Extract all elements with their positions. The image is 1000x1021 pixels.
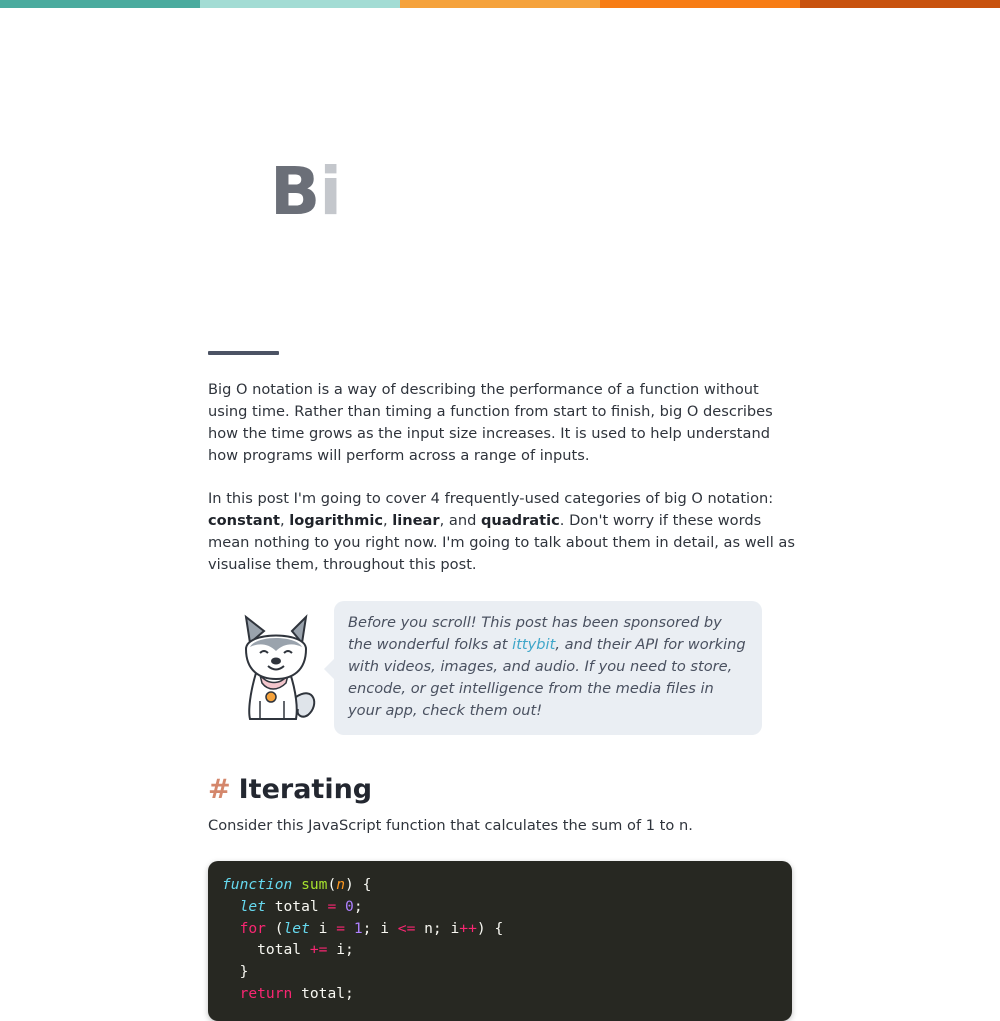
code-block[interactable] xyxy=(208,861,792,1021)
category-constant: constant xyxy=(208,512,280,529)
section-title: Iterating xyxy=(238,774,373,805)
intro-paragraph-1: Big O notation is a way of describing the performance of a function without using time. Rather than timing a function from start to finish, big O describes how the time grows as the input size increases. It is used to help understand how programs will perform across a range of inputs. xyxy=(208,381,773,464)
sponsor-callout xyxy=(208,601,792,735)
code-token: function xyxy=(222,876,293,893)
hero-title-part1: B xyxy=(270,153,320,230)
code-token: i; xyxy=(327,941,354,959)
code-token: 1 xyxy=(353,919,363,937)
color-stripe-5 xyxy=(800,0,1000,8)
code-token: return xyxy=(239,984,293,1002)
intro-paragraph-2 xyxy=(208,488,798,576)
code-token xyxy=(292,876,301,893)
code-token: ) { xyxy=(476,919,504,937)
category-linear: linear xyxy=(392,512,440,529)
code-token: n xyxy=(336,876,346,893)
section-description: Consider this JavaScript function that calculates the sum of 1 to n. xyxy=(208,817,693,834)
sponsor-bubble xyxy=(334,601,762,735)
ittybit-link[interactable]: ittybit xyxy=(512,636,556,653)
hero-title xyxy=(270,152,341,232)
code-token: total; xyxy=(292,984,354,1002)
code-token: for xyxy=(239,919,266,937)
code-line xyxy=(222,939,778,961)
color-stripe-3 xyxy=(400,0,600,8)
code-token xyxy=(222,898,240,915)
separator-1: , xyxy=(279,512,290,529)
section-heading-iterating xyxy=(208,770,372,810)
intro-lead-text: In this post I'm going to cover 4 frequently-used categories of big O notation: xyxy=(208,490,774,507)
husky-mascot-icon xyxy=(234,613,320,723)
code-token: let xyxy=(283,919,310,937)
code-line xyxy=(222,918,778,940)
code-token: ( xyxy=(327,876,337,893)
code-token: total xyxy=(222,941,310,959)
hero-title-part2: i xyxy=(319,153,341,230)
code-line xyxy=(222,961,778,983)
code-token: n; i xyxy=(415,919,460,937)
code-token: = xyxy=(336,919,346,937)
code-token: 0 xyxy=(345,897,354,915)
code-token: } xyxy=(222,963,249,981)
separator-2: , xyxy=(382,512,393,529)
code-token: += xyxy=(309,941,328,959)
sponsor-text-after: , and their API for working with videos, images, and audio. If you need to store, encode, or get intelligence from the media files in your app, check them out! xyxy=(348,636,746,719)
code-token: sum xyxy=(301,876,328,893)
separator-3: , and xyxy=(439,512,481,529)
code-token: let xyxy=(239,897,266,915)
code-token xyxy=(336,898,345,915)
code-line xyxy=(222,896,778,918)
category-quadratic: quadratic xyxy=(480,512,560,529)
heading-anchor-link[interactable]: # xyxy=(208,774,231,805)
code-token xyxy=(222,920,240,937)
code-token: i xyxy=(309,919,337,937)
color-stripe-4 xyxy=(600,0,800,8)
code-line xyxy=(222,983,778,1005)
code-token: ++ xyxy=(459,919,477,937)
color-stripe-2 xyxy=(200,0,400,8)
sponsor-text-before: Before you scroll! This post has been sponsored by the wonderful folks at xyxy=(348,614,722,653)
color-stripe-1 xyxy=(0,0,200,8)
top-color-bar xyxy=(0,0,1000,8)
intro-tail-text: . Don't worry if these words mean nothing to you right now. I'm going to talk about them in detail, as well as visualise them, throughout this post. xyxy=(208,512,795,573)
code-token: ; i xyxy=(362,919,398,937)
code-token xyxy=(345,920,354,937)
code-token: ; xyxy=(353,897,363,915)
title-divider xyxy=(208,351,279,355)
code-token: <= xyxy=(397,919,416,937)
code-token: ( xyxy=(265,919,284,937)
code-token: = xyxy=(327,897,337,915)
code-token xyxy=(222,985,240,1002)
code-line xyxy=(222,874,778,896)
code-token: ) { xyxy=(345,876,372,893)
category-logarithmic: logarithmic xyxy=(289,512,383,529)
code-token: total xyxy=(265,897,328,915)
